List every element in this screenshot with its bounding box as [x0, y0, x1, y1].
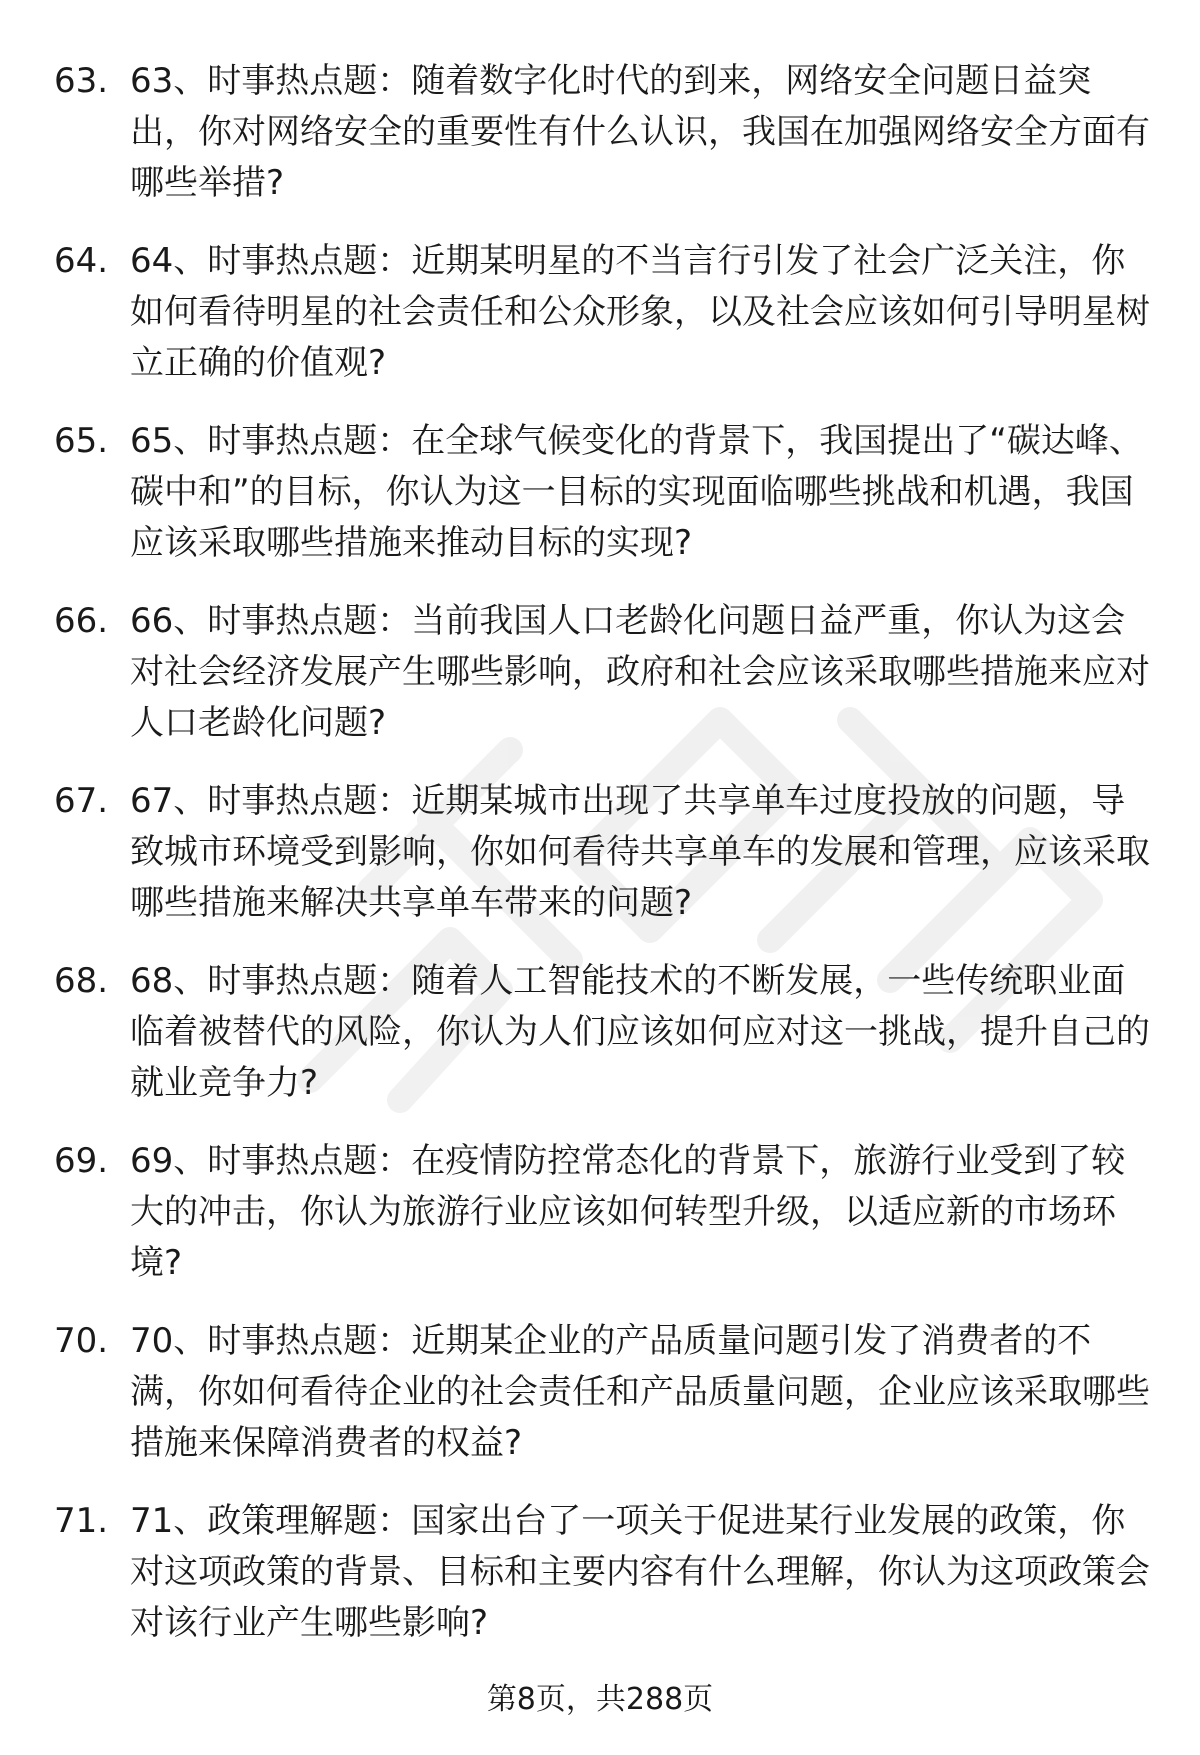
question-item [0, 1136, 1200, 1316]
question-item [0, 1316, 1200, 1496]
page-number-footer: 第8页，共288页 [486, 1682, 714, 1717]
question-text: 68、时事热点题：随着人工智能技术的不断发展，一些传统职业面临着被替代的风险，你认为人们应该如何应对这一挑战，提升自己的就业竞争力? [130, 961, 1150, 1103]
question-item [0, 416, 1200, 596]
question-number: 64. [54, 241, 109, 281]
question-text: 63、时事热点题：随着数字化时代的到来，网络安全问题日益突出，你对网络安全的重要性有什么认识，我国在加强网络安全方面有哪些举措? [130, 61, 1150, 203]
question-text: 67、时事热点题：近期某城市出现了共享单车过度投放的问题，导致城市环境受到影响，你如何看待共享单车的发展和管理，应该采取哪些措施来解决共享单车带来的问题? [130, 781, 1150, 923]
question-number: 70. [54, 1321, 109, 1361]
question-list [0, 56, 1200, 1676]
question-number: 66. [54, 601, 109, 641]
question-item [0, 596, 1200, 776]
question-text: 70、时事热点题：近期某企业的产品质量问题引发了消费者的不满，你如何看待企业的社会责任和产品质量问题，企业应该采取哪些措施来保障消费者的权益? [130, 1321, 1150, 1463]
question-number: 63. [54, 61, 109, 101]
question-text: 69、时事热点题：在疫情防控常态化的背景下，旅游行业受到了较大的冲击，你认为旅游行业应该如何转型升级，以适应新的市场环境? [130, 1141, 1126, 1283]
question-number: 67. [54, 781, 109, 821]
question-number: 68. [54, 961, 109, 1001]
question-number: 71. [54, 1501, 109, 1541]
question-text: 65、时事热点题：在全球气候变化的背景下，我国提出了“碳达峰、碳中和”的目标，你认为这一目标的实现面临哪些挑战和机遇，我国应该采取哪些措施来推动目标的实现? [130, 421, 1143, 563]
question-item [0, 1496, 1200, 1676]
question-item [0, 56, 1200, 236]
question-number: 65. [54, 421, 109, 461]
question-text: 64、时事热点题：近期某明星的不当言行引发了社会广泛关注，你如何看待明星的社会责任和公众形象，以及社会应该如何引导明星树立正确的价值观? [130, 241, 1150, 383]
question-item [0, 236, 1200, 416]
question-text: 66、时事热点题：当前我国人口老龄化问题日益严重，你认为这会对社会经济发展产生哪些影响，政府和社会应该采取哪些措施来应对人口老龄化问题? [130, 601, 1150, 743]
question-number: 69. [54, 1141, 109, 1181]
question-text: 71、政策理解题：国家出台了一项关于促进某行业发展的政策，你对这项政策的背景、目标和主要内容有什么理解，你认为这项政策会对该行业产生哪些影响? [130, 1501, 1150, 1643]
question-item [0, 956, 1200, 1136]
question-item [0, 776, 1200, 956]
